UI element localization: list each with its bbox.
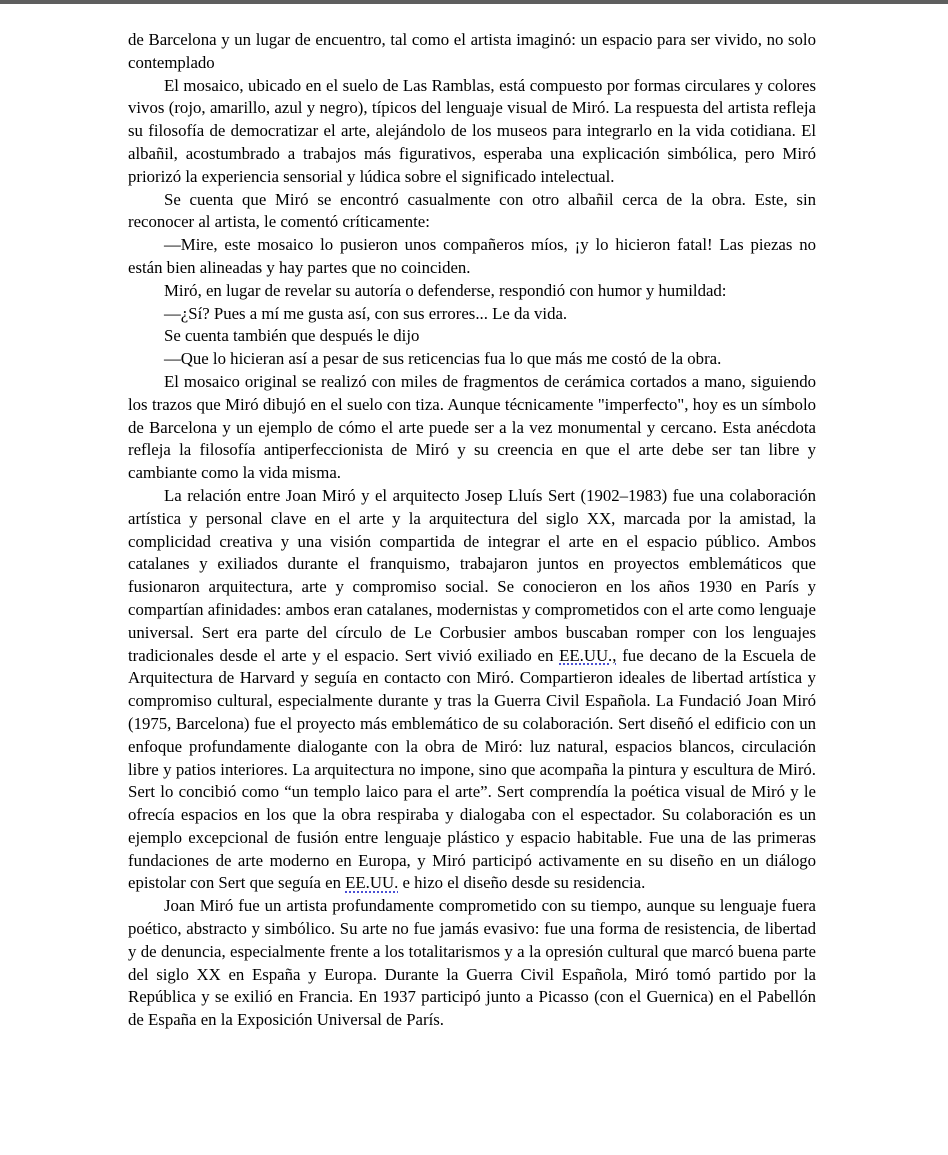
text-run: El mosaico original se realizó con miles de fragmentos de cerámica cortados a mano, siguiendo los trazos que Miró dibujó en el suelo con tiza. Aunque técnicamente "imperfecto", hoy es un símbolo de Barcelona y un ejemplo de cómo el arte puede ser a la vez monumental y cercano. Esta anécdota refleja la filosofía antiperfeccionista de Miró y su creencia en que el arte debe ser tan libre y cambiante como la vida misma.: [128, 371, 816, 483]
text-run: e hizo el diseño desde su residencia.: [398, 873, 646, 893]
paragraph: [128, 895, 816, 1032]
paragraph: [128, 280, 816, 303]
text-run: —¿Sí? Pues a mí me gusta así, con sus errores... Le da vida.: [164, 303, 568, 323]
window-top-edge: [0, 0, 948, 4]
paragraph: [128, 189, 816, 235]
text-run: La relación entre Joan Miró y el arquitecto Josep Lluís Sert (1902–1983) fue una colaboración artística y personal clave en el arte y la arquitectura del siglo XX, marcada por la amistad, la complicidad creativa y una visión compartida de integrar el arte en el espacio público. Ambos catalanes y exiliados durante el franquismo, trabajaron juntos en proyectos emblemáticos que fusionaron arquitectura, arte y compromiso social. Se conocieron en los años 1930 en París y compartían afinidades: ambos eran catalanes, modernistas y comprometidos con el arte como lenguaje universal. Sert era parte del círculo de Le Corbusier ambos buscaban romper con los lenguajes tradicionales desde el arte y el espacio. Sert vivió exiliado en: [128, 485, 816, 665]
text-run: Se cuenta que Miró se encontró casualmente con otro albañil cerca de la obra. Este, sin reconocer al artista, le comentó críticamente:: [128, 189, 816, 232]
paragraph: [128, 234, 816, 280]
text-run: Se cuenta también que después le dijo: [164, 326, 420, 346]
document-text-area[interactable]: [128, 29, 816, 1032]
text-run: Miró, en lugar de revelar su autoría o defenderse, respondió con humor y humildad:: [164, 280, 727, 300]
spellcheck-underlined-text: EE.UU.: [345, 873, 399, 893]
paragraph: [128, 325, 816, 348]
text-run: —Mire, este mosaico lo pusieron unos compañeros míos, ¡y lo hicieron fatal! Las piezas no están bien alineadas y hay partes que no coinciden.: [128, 235, 816, 277]
text-run: fue decano de la Escuela de Arquitectura de Harvard y seguía en contacto con Miró. Compartieron ideales de libertad artística y compromiso cultural, especialmente durante y tras la Guerra Civil Española. La Fundació Joan Miró (1975, Barcelona) fue el proyecto más emblemático de su colaboración. Sert diseñó el edificio con un enfoque profundamente dialogante con la obra de Miró: luz natural, espacios blancos, circulación libre y patios interiores. La arquitectura no impone, sino que acompaña la pintura y escultura de Miró. Sert lo concibió como “un templo laico para el arte”. Sert comprendía la poética visual de Miró y le ofrecía espacios en los que la obra respiraba y dialogaba con el espectador. Su colaboración es un ejemplo excepcional de fusión entre lenguaje plástico y espacio habitable. Fue una de las primeras fundaciones de arte moderno en Europa, y Miró participó activamente en su diseño en un diálogo epistolar con Sert que seguía en: [128, 645, 816, 893]
text-run: Joan Miró fue un artista profundamente comprometido con su tiempo, aunque su lenguaje fuera poético, abstracto y simbólico. Su arte no fue jamás evasivo: fue una forma de resistencia, de libertad y de denuncia, especialmente frente a los totalitarismos y a la opresión cultural que marcó buena parte del siglo XX en España y Europa. Durante la Guerra Civil Española, Miró tomó partido por la República y se exilió en Francia. En 1937 participó junto a Picasso (con el Guernica) en el Pabellón de España en la Exposición Universal de París.: [128, 896, 816, 1030]
paragraph: [128, 485, 816, 895]
spellcheck-underlined-text: EE.UU.,: [559, 645, 617, 665]
text-run: El mosaico, ubicado en el suelo de Las Ramblas, está compuesto por formas circulares y colores vivos (rojo, amarillo, azul y negro), típicos del lenguaje visual de Miró. La respuesta del artista refleja su filosofía de democratizar el arte, alejándolo de los museos para integrarlo en la vida cotidiana. El albañil, acostumbrado a trabajos más figurativos, esperaba una explicación simbólica, pero Miró priorizó la experiencia sensorial y lúdica sobre el significado intelectual.: [128, 75, 816, 186]
paragraph: [128, 29, 816, 75]
text-run: —Que lo hicieran así a pesar de sus reticencias fua lo que más me costó de la obra.: [164, 349, 722, 369]
paragraph: [128, 348, 816, 371]
paragraph: [128, 303, 816, 326]
paragraph: [128, 75, 816, 189]
paragraph: [128, 371, 816, 485]
text-run: de Barcelona y un lugar de encuentro, tal como el artista imaginó: un espacio para ser vivido, no solo contemplado: [128, 30, 816, 72]
